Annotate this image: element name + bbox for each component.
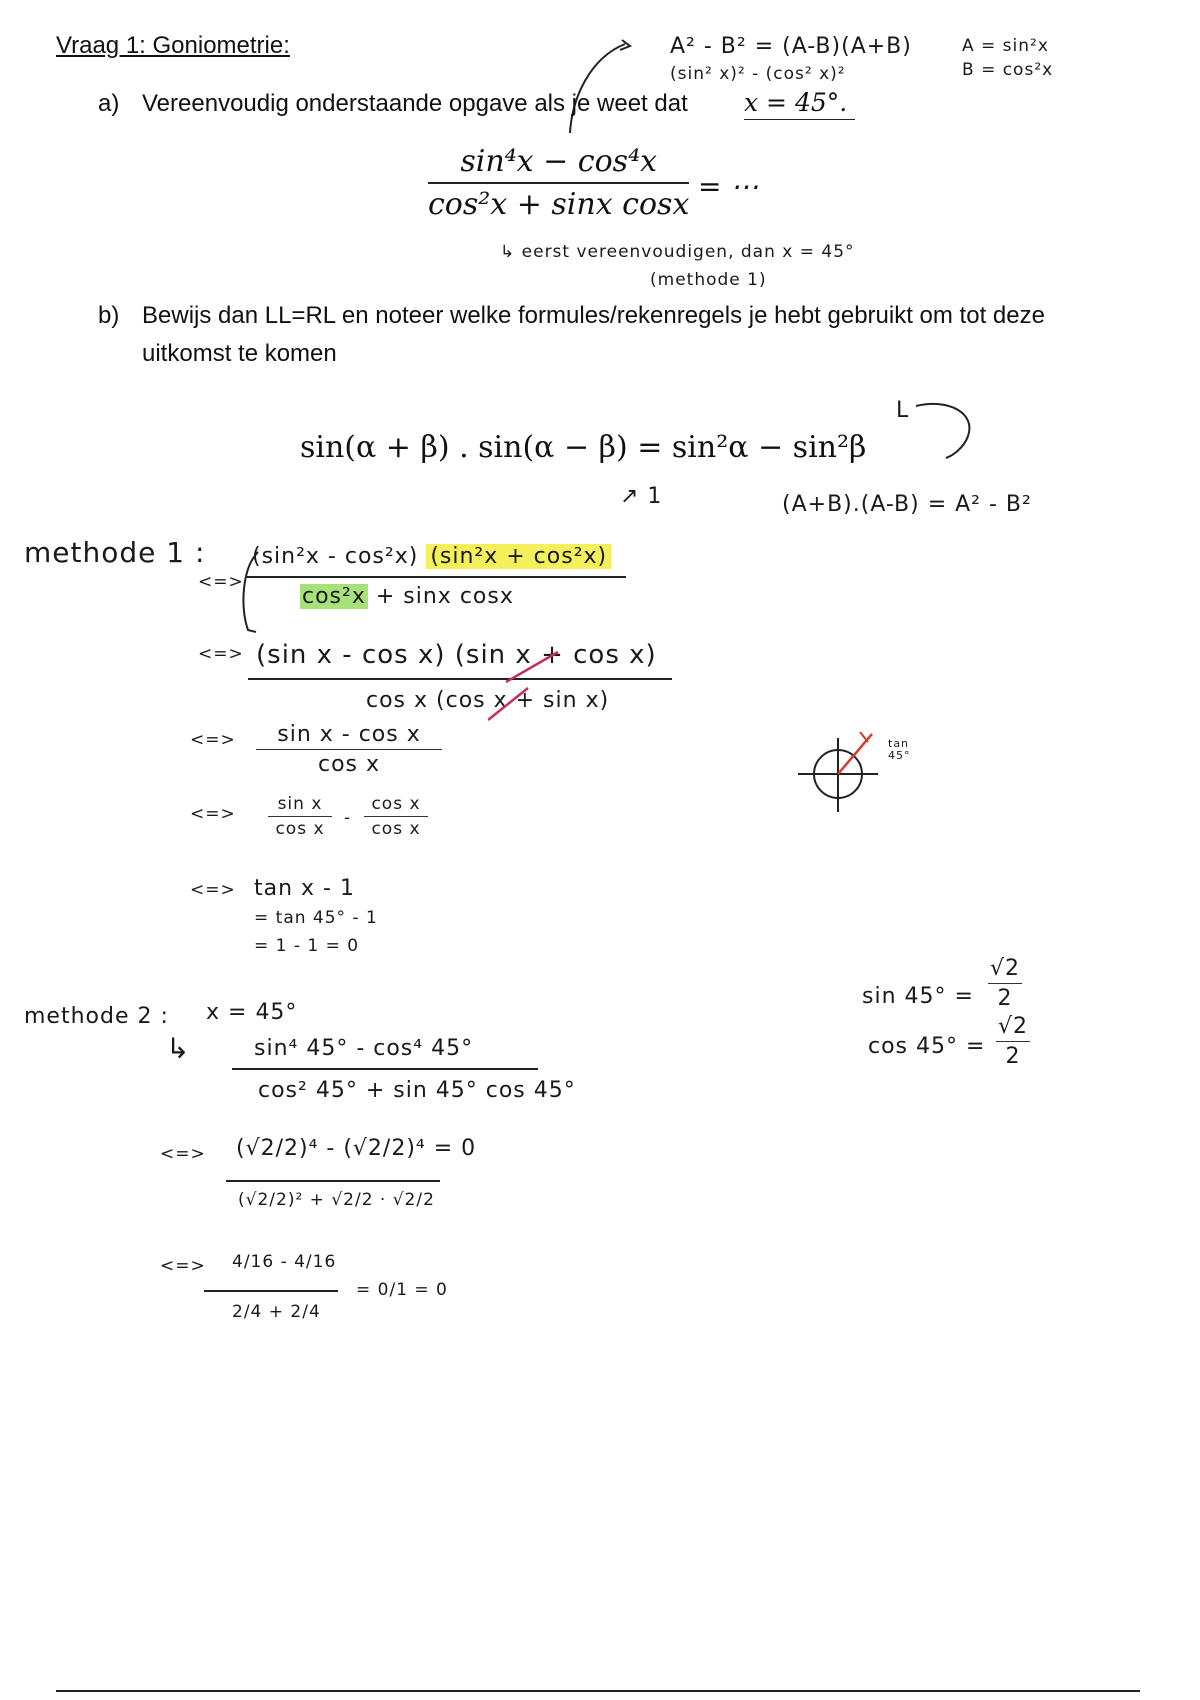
step4-left-bar [268,816,332,817]
methode-1-step1-denominator [300,584,514,609]
step3-numerator: sin x - cos x [277,722,421,747]
part-a-label: a) [98,90,120,117]
page-title: Vraag 1: Goniometrie: [56,32,290,59]
methode-1-step1-numerator [252,544,611,569]
methode-1-step3-fraction [256,722,442,777]
corner-mark: L [896,398,910,423]
cos-45-value [996,1014,1030,1069]
fraction-equals-dots: = ⋯ [698,170,759,203]
methode-2-step3-result: = 0/1 = 0 [356,1280,448,1300]
curved-arrow-icon [550,38,650,138]
methode-1-step3-arrow: <=> [190,730,236,750]
part-a-condition: x = 45°. [744,88,855,120]
methode-1-step7: = 1 - 1 = 0 [254,936,360,956]
sin-45-numerator: √2 [989,956,1020,981]
note-a-definition: A = sin²x [962,36,1049,56]
step4-right-numerator: cos x [371,794,421,814]
bracket-arrow-icon [236,548,266,638]
cos-45-denominator: 2 [1005,1044,1021,1069]
step4-minus: - [344,808,352,828]
unit-circle-label: tan 45° [888,737,911,762]
part-b-text-line-2: uitkomst te komen [142,340,337,367]
methode-1-step5: tan x - 1 [254,876,355,901]
step4-left-denominator: cos x [275,819,325,839]
methode-1-label: methode 1 : [24,536,206,569]
methode-1-step2-numerator: (sin x - cos x) (sin x + cos x) [256,640,657,670]
methode-2-fraction-bar [232,1068,538,1070]
step1-den-part-a: cos²x [302,584,366,609]
cos-45-label: cos 45° = [868,1034,986,1059]
step3-denominator: cos x [317,752,381,777]
methode-1-step2-denominator: cos x (cos x + sin x) [366,688,610,713]
note-b-definition: B = cos²x [962,60,1054,80]
identity-note-text: (A+B).(A-B) = A² - B² [782,492,1032,517]
step1-fraction-bar [246,576,626,578]
step3-fraction-bar [256,749,442,750]
methode-2-step2-numerator: (√2/2)⁴ - (√2/2)⁴ = 0 [236,1136,477,1161]
sin-45-denominator: 2 [997,986,1013,1011]
sin-45-bar [988,983,1022,984]
fraction-numerator: sin⁴x − cos⁴x [460,144,658,179]
part-a-text: Vereenvoudig onderstaande opgave als je weet dat [142,90,688,117]
simplify-note-method: (methode 1) [650,270,767,290]
step4-right-bar [364,816,428,817]
simplify-note: ↳ eerst vereenvoudigen, dan x = 45° [500,242,855,262]
methode-1-step4-right-fraction [364,794,428,839]
methode-2-arrow: ↳ [166,1032,191,1065]
methode-1-step2-arrow: <=> [198,644,244,664]
methode-2-x-value: x = 45° [206,1000,298,1025]
methode-2-step3-numerator: 4/16 - 4/16 [232,1252,337,1272]
note-substitution: (sin² x)² - (cos² x)² [670,64,846,84]
methode-1-step6: = tan 45° - 1 [254,908,378,928]
step4-right-denominator: cos x [371,819,421,839]
note-difference-of-squares: A² - B² = (A-B)(A+B) [670,34,912,59]
part-b-label: b) [98,302,120,329]
methode-2-numerator: sin⁴ 45° - cos⁴ 45° [254,1036,474,1061]
methode-2-step3-bar [204,1290,338,1292]
fraction-bar [428,182,689,184]
methode-1-step4-left-fraction [268,794,332,839]
step1-num-part-b: (sin²x + cos²x) [426,544,611,569]
methode-1-step4-arrow: <=> [190,804,236,824]
cancel-strike-icon [488,648,568,728]
part-a-fraction [428,144,689,222]
cos-45-bar [996,1041,1030,1042]
cos-45-numerator: √2 [997,1014,1028,1039]
methode-2-label: methode 2 : [24,1004,169,1029]
fraction-denominator: cos²x + sinx cosx [428,187,690,222]
step1-num-part-a: (sin²x - cos²x) [252,544,419,569]
page-footer-rule [56,1690,1140,1692]
methode-1-step1-arrow: <=> [198,572,244,592]
step4-left-numerator: sin x [277,794,323,814]
identity-formula: sin(α + β) . sin(α − β) = sin²α − sin²β [300,430,867,465]
one-mark: ↗ 1 [620,484,663,509]
methode-2-step2-denominator: (√2/2)² + √2/2 · √2/2 [238,1190,435,1210]
curved-arrow-right-icon [910,396,980,466]
step1-den-part-b: + sinx cosx [375,584,514,609]
sin-45-value [988,956,1022,1011]
methode-1-step5-arrow: <=> [190,880,236,900]
methode-2-step2-bar [226,1180,440,1182]
sin-45-label: sin 45° = [862,984,974,1009]
part-b-text-line-1: Bewijs dan LL=RL en noteer welke formules/rekenregels je hebt gebruikt om tot deze [142,302,1045,329]
methode-2-step3-denominator: 2/4 + 2/4 [232,1302,321,1322]
methode-2-step2-arrow: <=> [160,1144,206,1164]
methode-2-step3-arrow: <=> [160,1256,206,1276]
identity-note [782,492,1032,517]
methode-2-denominator: cos² 45° + sin 45° cos 45° [258,1078,576,1103]
step2-fraction-bar [248,678,672,680]
